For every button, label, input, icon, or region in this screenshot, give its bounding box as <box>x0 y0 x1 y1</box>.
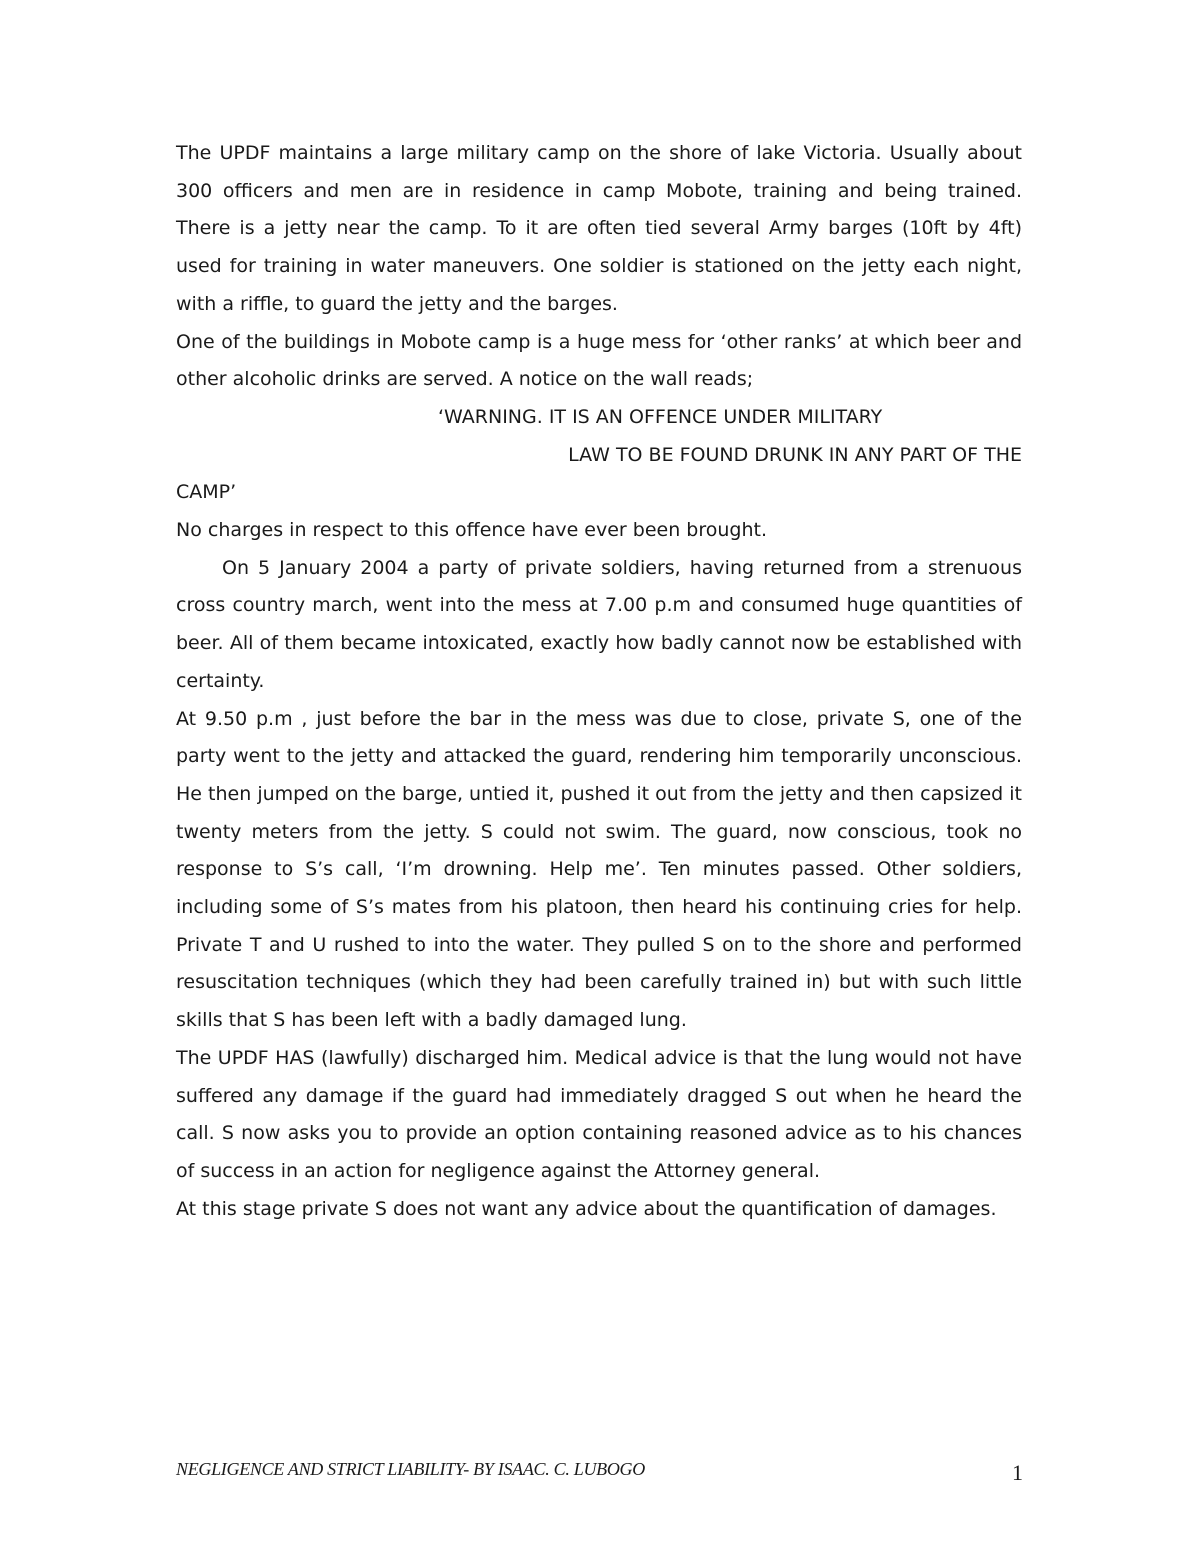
paragraph-mess-notice-intro: One of the buildings in Mobote camp is a huge mess for ‘other ranks’ at which beer and other alcoholic drinks are served. A notice on the wall reads; <box>176 330 1022 391</box>
paragraph-january-incident: On 5 January 2004 a party of private soldiers, having returned from a strenuous cross country march, went into the mess at 7.00 p.m and consumed huge quantities of beer. All of them became intoxicated, exactly how badly cannot now be established with certainty. <box>176 556 1022 692</box>
page-number: 1 <box>1012 1460 1023 1485</box>
document-body <box>176 135 1022 1228</box>
footer-title: NEGLIGENCE AND STRICT LIABILITY- BY ISAAC. C. LUBOGO <box>176 1459 645 1479</box>
notice-line-2: LAW TO BE FOUND DRUNK IN ANY PART OF THE <box>568 443 1022 466</box>
paragraph-camp-description: The UPDF maintains a large military camp on the shore of lake Victoria. Usually about 300 officers and men are in residence in camp Mobote, training and being trained. There is a jetty near the camp. To it are often tied several Army barges (10ft by 4ft) used for training in water maneuvers. One soldier is stationed on the jetty each night, with a riffle, to guard the jetty and the barges. <box>176 142 1022 315</box>
paragraph-jetty-attack: At 9.50 p.m , just before the bar in the mess was due to close, private S, one of the party went to the jetty and attacked the guard, rendering him temporarily unconscious. He then jumped on the barge, untied it, pushed it out from the jetty and then capsized it twenty meters from the jetty. S could not swim. The guard, now conscious, took no response to S’s call, ‘I’m drowning. Help me’. Ten minutes passed. Other soldiers, including some of S’s mates from his platoon, then heard his continuing cries for help. Private T and U rushed to into the water. They pulled S on to the shore and performed resuscitation techniques (which they had been carefully trained in) but with such little skills that S has been left with a badly damaged lung. <box>176 707 1022 1032</box>
paragraph-discharge-advice: The UPDF HAS (lawfully) discharged him. Medical advice is that the lung would not have suffered any damage if the guard had immediately dragged S out when he heard the call. S now asks you to provide an option containing reasoned advice as to his chances of success in an action for negligence against the Attorney general. <box>176 1046 1022 1182</box>
paragraph-damages-note: At this stage private S does not want any advice about the quantification of damages. <box>176 1197 997 1220</box>
paragraph-no-charges: No charges in respect to this offence have ever been brought. <box>176 519 768 542</box>
wall-notice <box>176 399 1022 512</box>
notice-line-1: ‘WARNING. IT IS AN OFFENCE UNDER MILITARY <box>438 405 883 428</box>
notice-line-3: CAMP’ <box>176 481 237 504</box>
